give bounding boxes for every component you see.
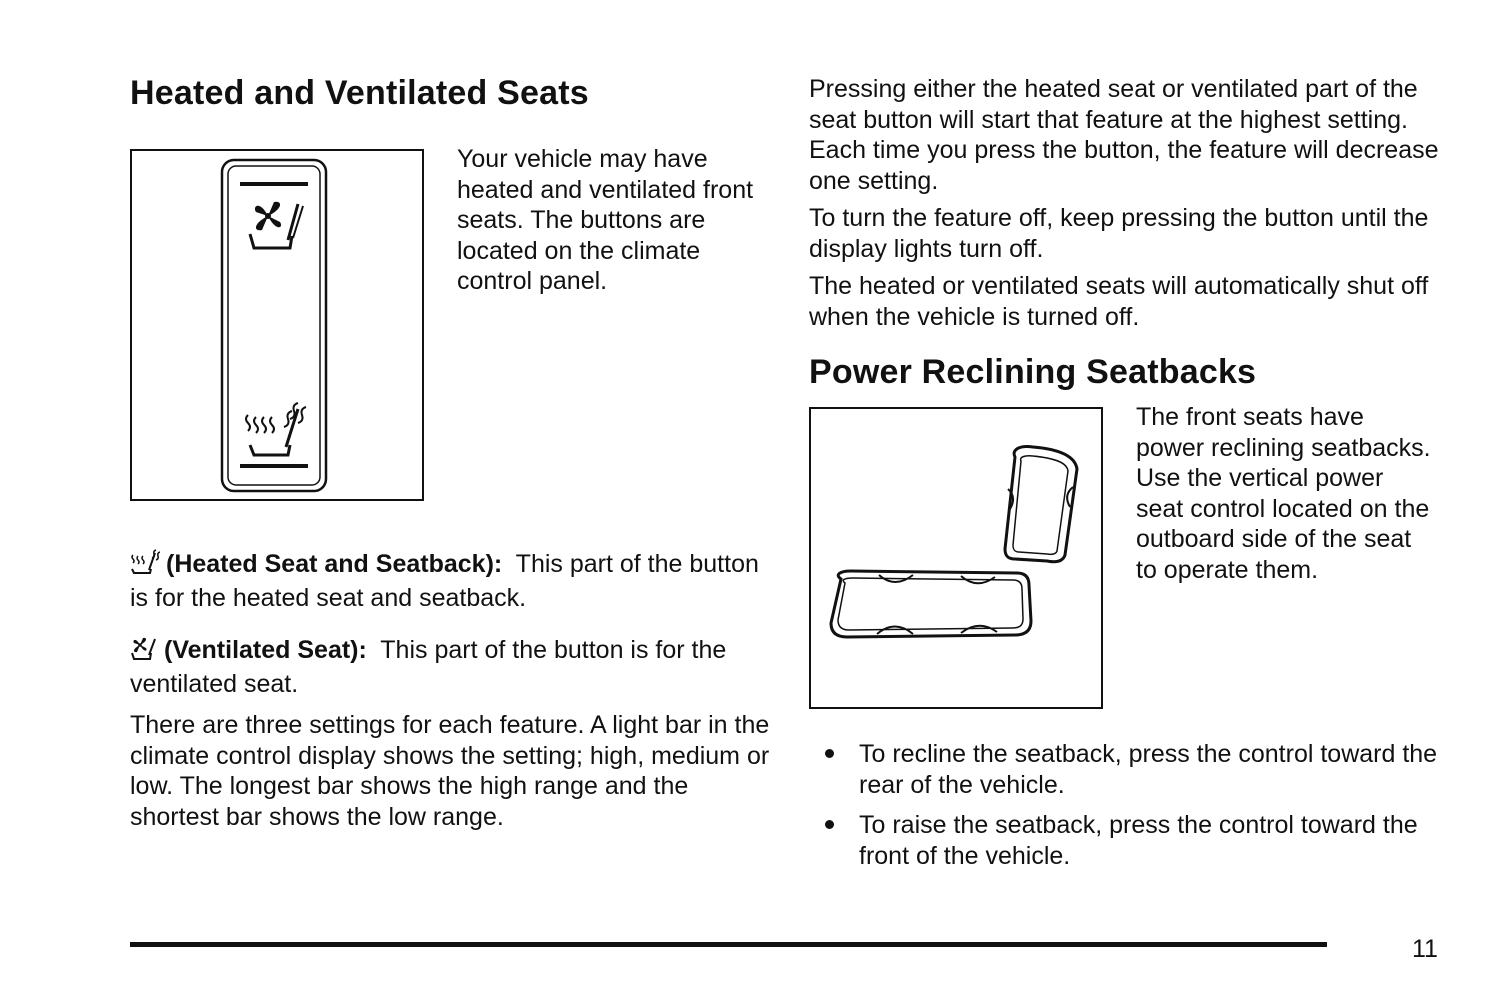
bullet-icon <box>825 749 834 758</box>
ventilated-seat-label: (Ventilated Seat): <box>164 636 367 664</box>
right-paragraph-1: Pressing either the heated seat or ventilated part of the seat button will start that feature at the highest setting. Each time you press the button, the feature will decrease one setting. <box>809 75 1439 195</box>
ventilated-seat-icon <box>250 202 303 248</box>
reclining-bullet-list <box>809 739 1449 881</box>
settings-paragraph: There are three settings for each feature. A light bar in the climate control display shows the setting; high, medium or low. The longest bar shows the high range and the shortest bar shows the low range. <box>130 711 770 831</box>
reclining-intro: The front seats have power reclining seatbacks. Use the vertical power seat control located on the outboard side of the seat to operate them. <box>1136 403 1431 584</box>
right-paragraph-3: The heated or ventilated seats will automatically shut off when the vehicle is turned off. <box>809 272 1429 331</box>
right-paragraph-2: To turn the feature off, keep pressing the button until the display lights turn off. <box>809 204 1429 263</box>
bullet-text: To raise the seatback, press the control toward the front of the vehicle. <box>859 811 1418 870</box>
bullet-icon <box>825 820 834 829</box>
intro-text: Your vehicle may have heated and ventilated front seats. The buttons are located on the climate control panel. <box>457 145 754 296</box>
seat-button-figure <box>130 149 424 501</box>
power-seat-control-figure <box>809 407 1103 709</box>
power-seat-control-icon <box>811 409 1101 707</box>
heated-seat-icon <box>246 403 306 455</box>
bullet-text: To recline the seatback, press the control toward the rear of the vehicle. <box>859 740 1438 799</box>
list-item <box>809 810 1449 871</box>
page-number: 11 <box>1412 935 1438 963</box>
heated-seat-text: This part of the button is for the heated seat and seatback. <box>130 550 759 612</box>
heated-seat-inline-icon <box>130 549 160 583</box>
heated-seat-description <box>130 549 770 613</box>
list-item <box>809 739 1449 800</box>
heated-seat-label: (Heated Seat and Seatback): <box>166 550 503 578</box>
ventilated-seat-description <box>130 635 770 699</box>
footer-rule <box>130 942 1327 947</box>
ventilated-seat-text: This part of the button is for the ventilated seat. <box>130 636 727 698</box>
seat-button-illustration <box>132 151 422 499</box>
ventilated-seat-inline-icon <box>130 635 158 669</box>
heading-heated-ventilated-seats: Heated and Ventilated Seats <box>130 74 589 112</box>
heading-power-reclining-seatbacks: Power Reclining Seatbacks <box>809 353 1257 391</box>
